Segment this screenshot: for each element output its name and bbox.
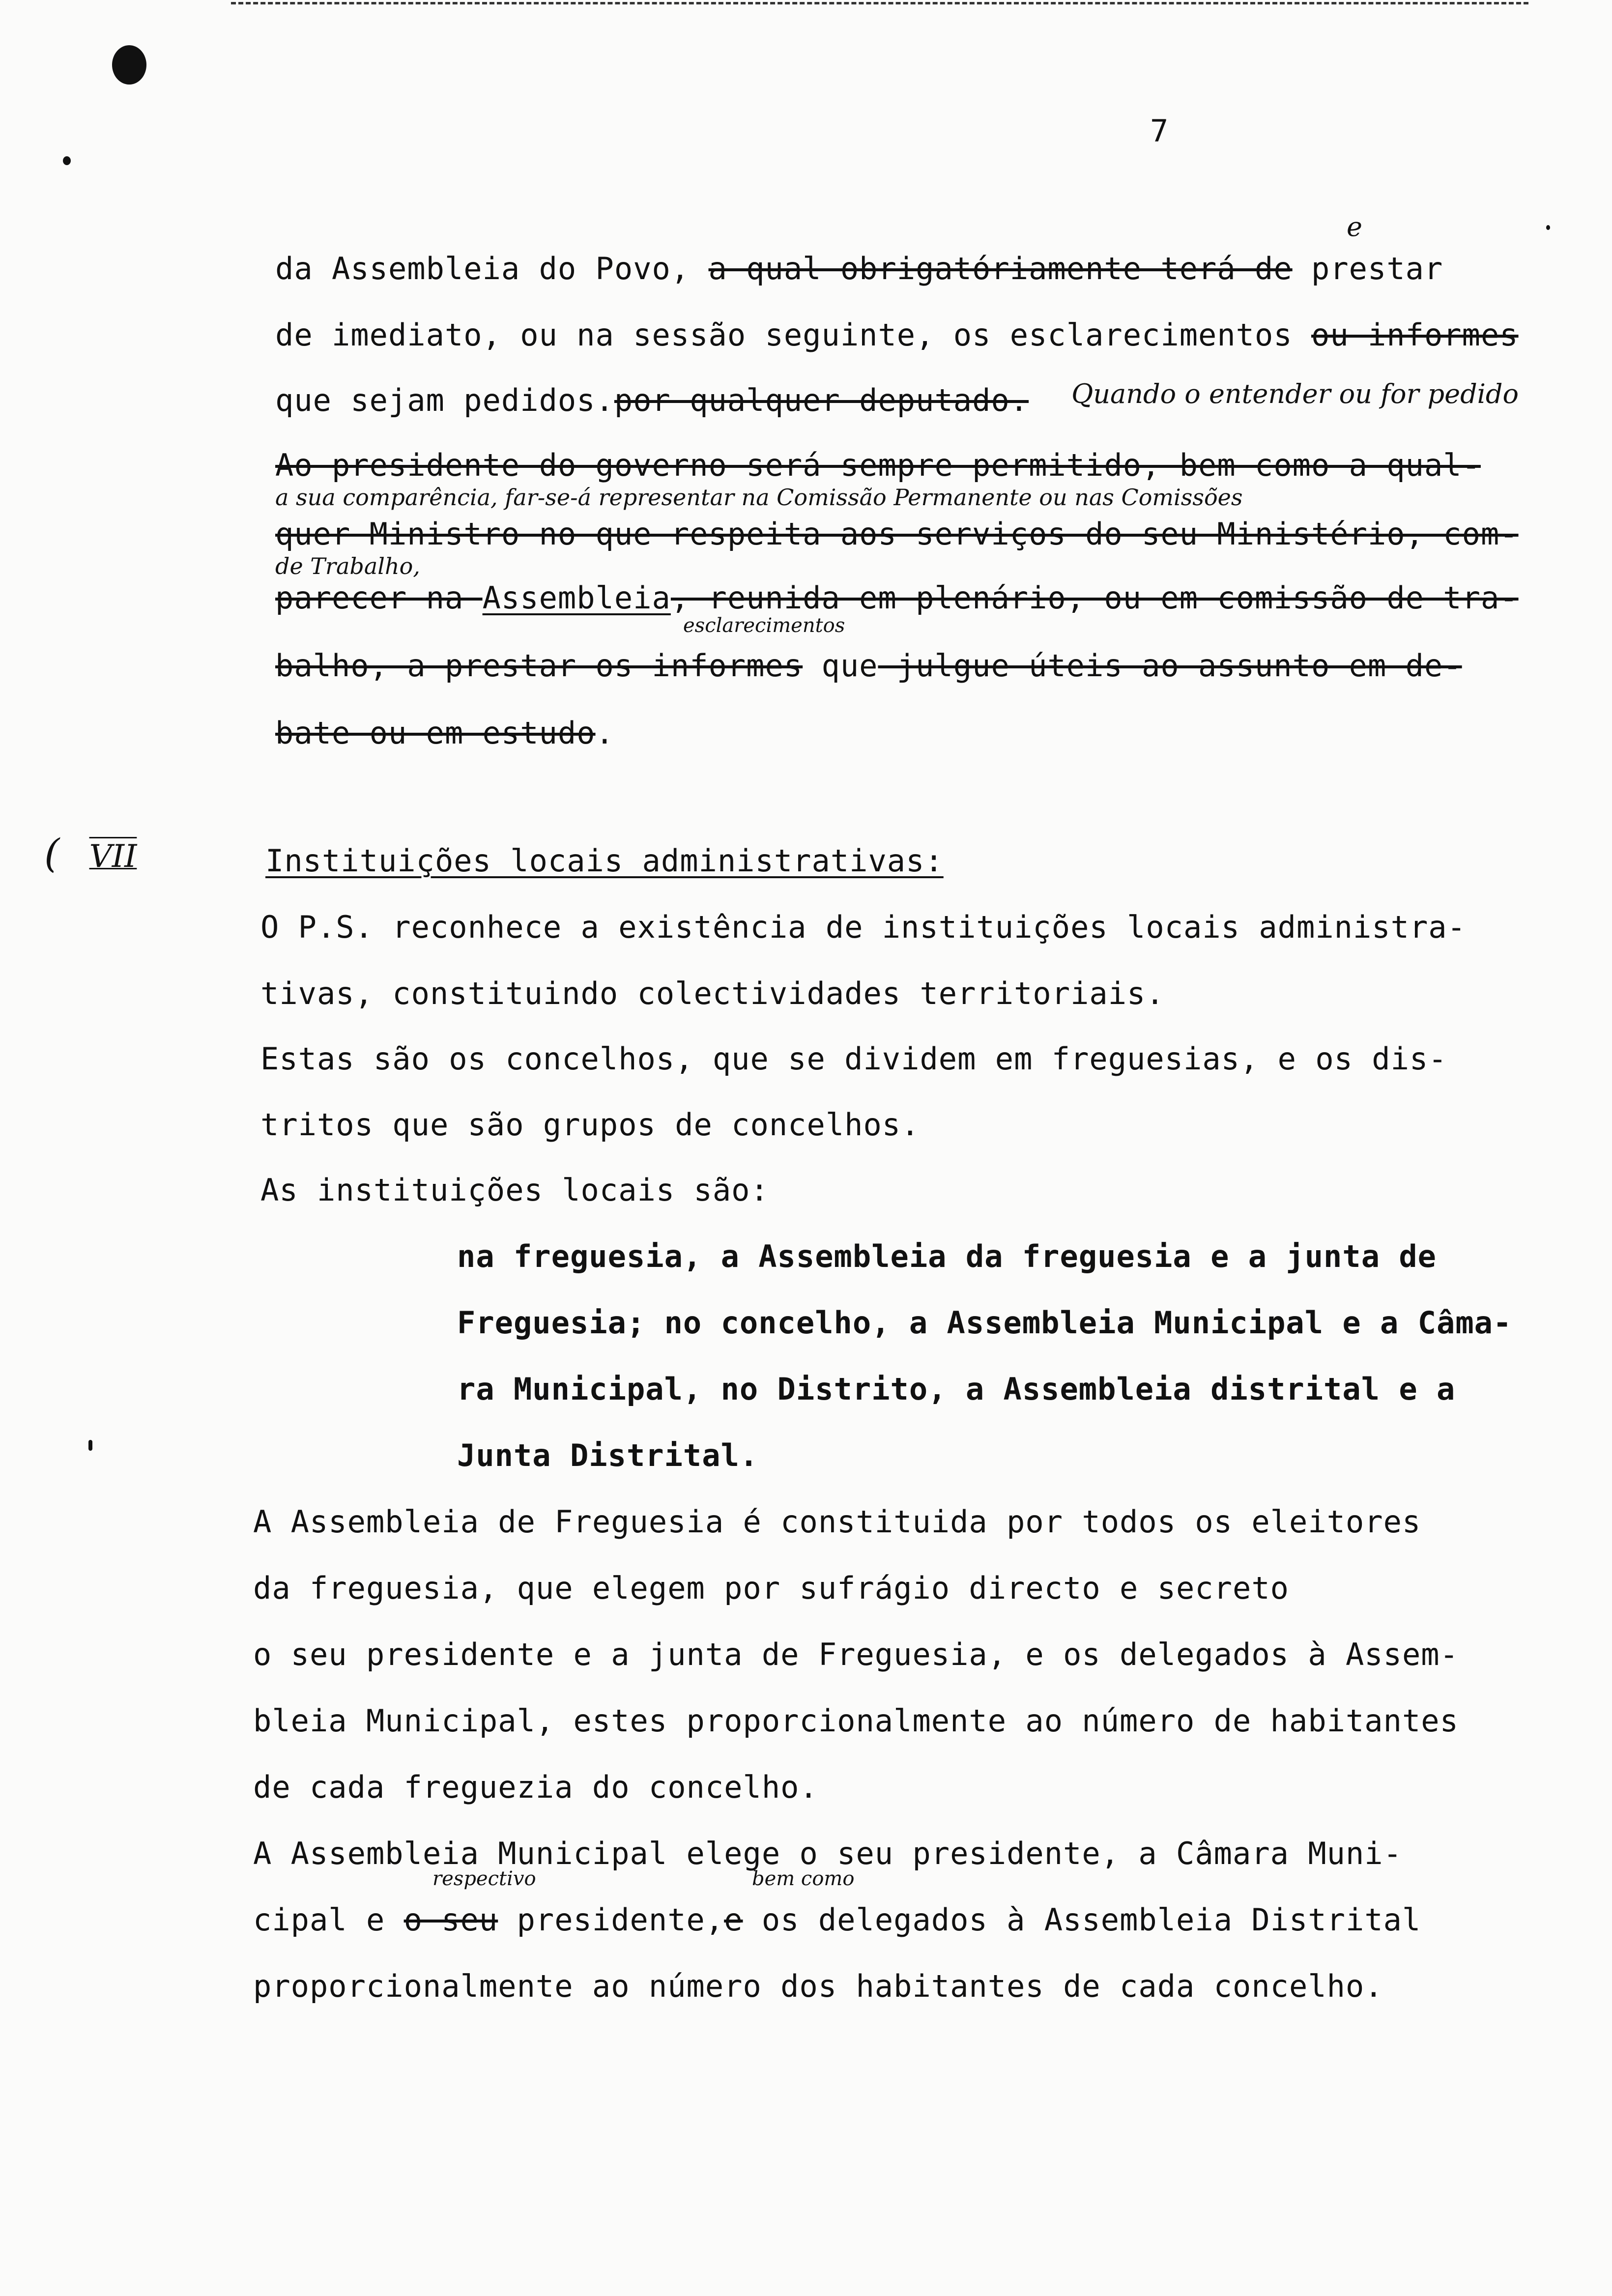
paragraph-line: O P.S. reconhece a existência de instituições locais administra- — [260, 909, 1466, 945]
struck-text-segment: balho, a prestar os — [275, 648, 652, 684]
text-line — [275, 648, 1462, 684]
text-segment: de imediato, ou na sessão seguinte, os esclarecimentos — [275, 317, 1311, 353]
ink-dot-mark — [1546, 225, 1550, 230]
paragraph-line: As instituições locais são: — [260, 1172, 769, 1208]
text-line — [275, 580, 1519, 616]
text-line — [275, 447, 1481, 483]
ink-blot-mark — [112, 45, 146, 85]
indented-line: Freguesia; no concelho, a Assembleia Municipal e a Câma- — [457, 1305, 1512, 1341]
struck-text-segment: julgue úteis ao assunto em de- — [878, 648, 1462, 684]
handwritten-addition: Quando o entender ou for pedido — [1071, 378, 1519, 409]
text-line — [275, 516, 1519, 552]
section-heading: Instituições locais administrativas: — [265, 843, 944, 879]
struck-text-segment: , reunida em plenário, ou em comissão de tra- — [670, 580, 1519, 616]
text-segment: presidente, — [498, 1902, 724, 1938]
struck-text-segment: informes — [652, 648, 803, 684]
struck-text-segment: bate ou em estudo — [275, 715, 596, 751]
struck-text-segment: a qual obrigatóriamente terá de — [708, 251, 1293, 287]
paragraph-line: o seu presidente e a junta de Freguesia, e os delegados à Assem- — [253, 1636, 1459, 1672]
indented-line: na freguesia, a Assembleia da freguesia e a junta de — [457, 1238, 1437, 1274]
paragraph-line: da freguesia, que elegem por sufrágio directo e secreto — [253, 1570, 1289, 1606]
paragraph-line: bleia Municipal, estes proporcionalmente ao número de habitantes — [253, 1703, 1459, 1739]
text-line — [275, 317, 1519, 353]
handwritten-insert: respectivo — [432, 1867, 536, 1890]
text-segment: prestar — [1292, 251, 1443, 287]
text-segment: cipal e — [253, 1902, 404, 1938]
paragraph-line — [253, 1902, 1421, 1938]
text-line — [275, 715, 614, 751]
text-segment: . — [595, 715, 614, 751]
handwritten-addition: a sua comparência, far-se-á representar na Comissão Permanente ou nas Comissões — [275, 484, 1243, 511]
text-line — [275, 251, 1443, 287]
indented-line: ra Municipal, no Distrito, a Assembleia distrital e a — [457, 1371, 1456, 1407]
paragraph-line: tivas, constituindo colectividades territoriais. — [260, 976, 1165, 1011]
margin-section-label — [44, 831, 137, 876]
text-segment: os delegados à Assembleia Distrital — [743, 1902, 1421, 1938]
text-segment: da Assembleia do Povo, — [275, 251, 709, 287]
page-number: 7 — [1150, 113, 1169, 149]
struck-text-segment: parecer na — [275, 580, 483, 616]
ink-dot-mark — [63, 156, 71, 165]
handwritten-addition: esclarecimentos — [683, 614, 845, 637]
struck-text-segment: ou informes — [1311, 317, 1519, 353]
handwritten-addition: de Trabalho, — [275, 553, 420, 579]
paragraph-line: A Assembleia Municipal elege o seu presidente, a Câmara Muni- — [253, 1836, 1402, 1871]
handwritten-insert: e — [1347, 211, 1362, 242]
struck-text-segment: o seu — [403, 1902, 498, 1938]
top-dashed-edge — [231, 2, 1528, 4]
paragraph-line: de cada freguezia do concelho. — [253, 1769, 818, 1805]
paragraph-line: proporcionalmente ao número dos habitantes de cada concelho. — [253, 1968, 1383, 2004]
margin-bracket: ( — [44, 831, 60, 876]
text-line — [275, 382, 1029, 418]
section-number: VII — [89, 838, 137, 875]
text-segment: Assembleia — [482, 580, 671, 616]
struck-text-segment: e — [724, 1902, 743, 1938]
struck-text-segment: Ao presidente do governo será sempre permitido, bem como a qual- — [275, 447, 1481, 483]
paragraph-line: tritos que são grupos de concelhos. — [260, 1107, 920, 1143]
indented-line: Junta Distrital. — [457, 1437, 759, 1473]
text-segment: que sejam pedidos. — [275, 382, 614, 418]
struck-text-segment: por qualquer deputado. — [614, 382, 1029, 418]
paragraph-line: A Assembleia de Freguesia é constituida por todos os eleitores — [253, 1504, 1421, 1540]
struck-text-segment: quer Ministro no que respeita aos serviços do seu Ministério, com- — [275, 516, 1519, 552]
text-segment: que — [803, 648, 878, 684]
ink-dot-mark — [88, 1440, 92, 1451]
handwritten-insert: bem como — [752, 1867, 855, 1890]
paragraph-line: Estas são os concelhos, que se dividem em freguesias, e os dis- — [260, 1041, 1447, 1077]
